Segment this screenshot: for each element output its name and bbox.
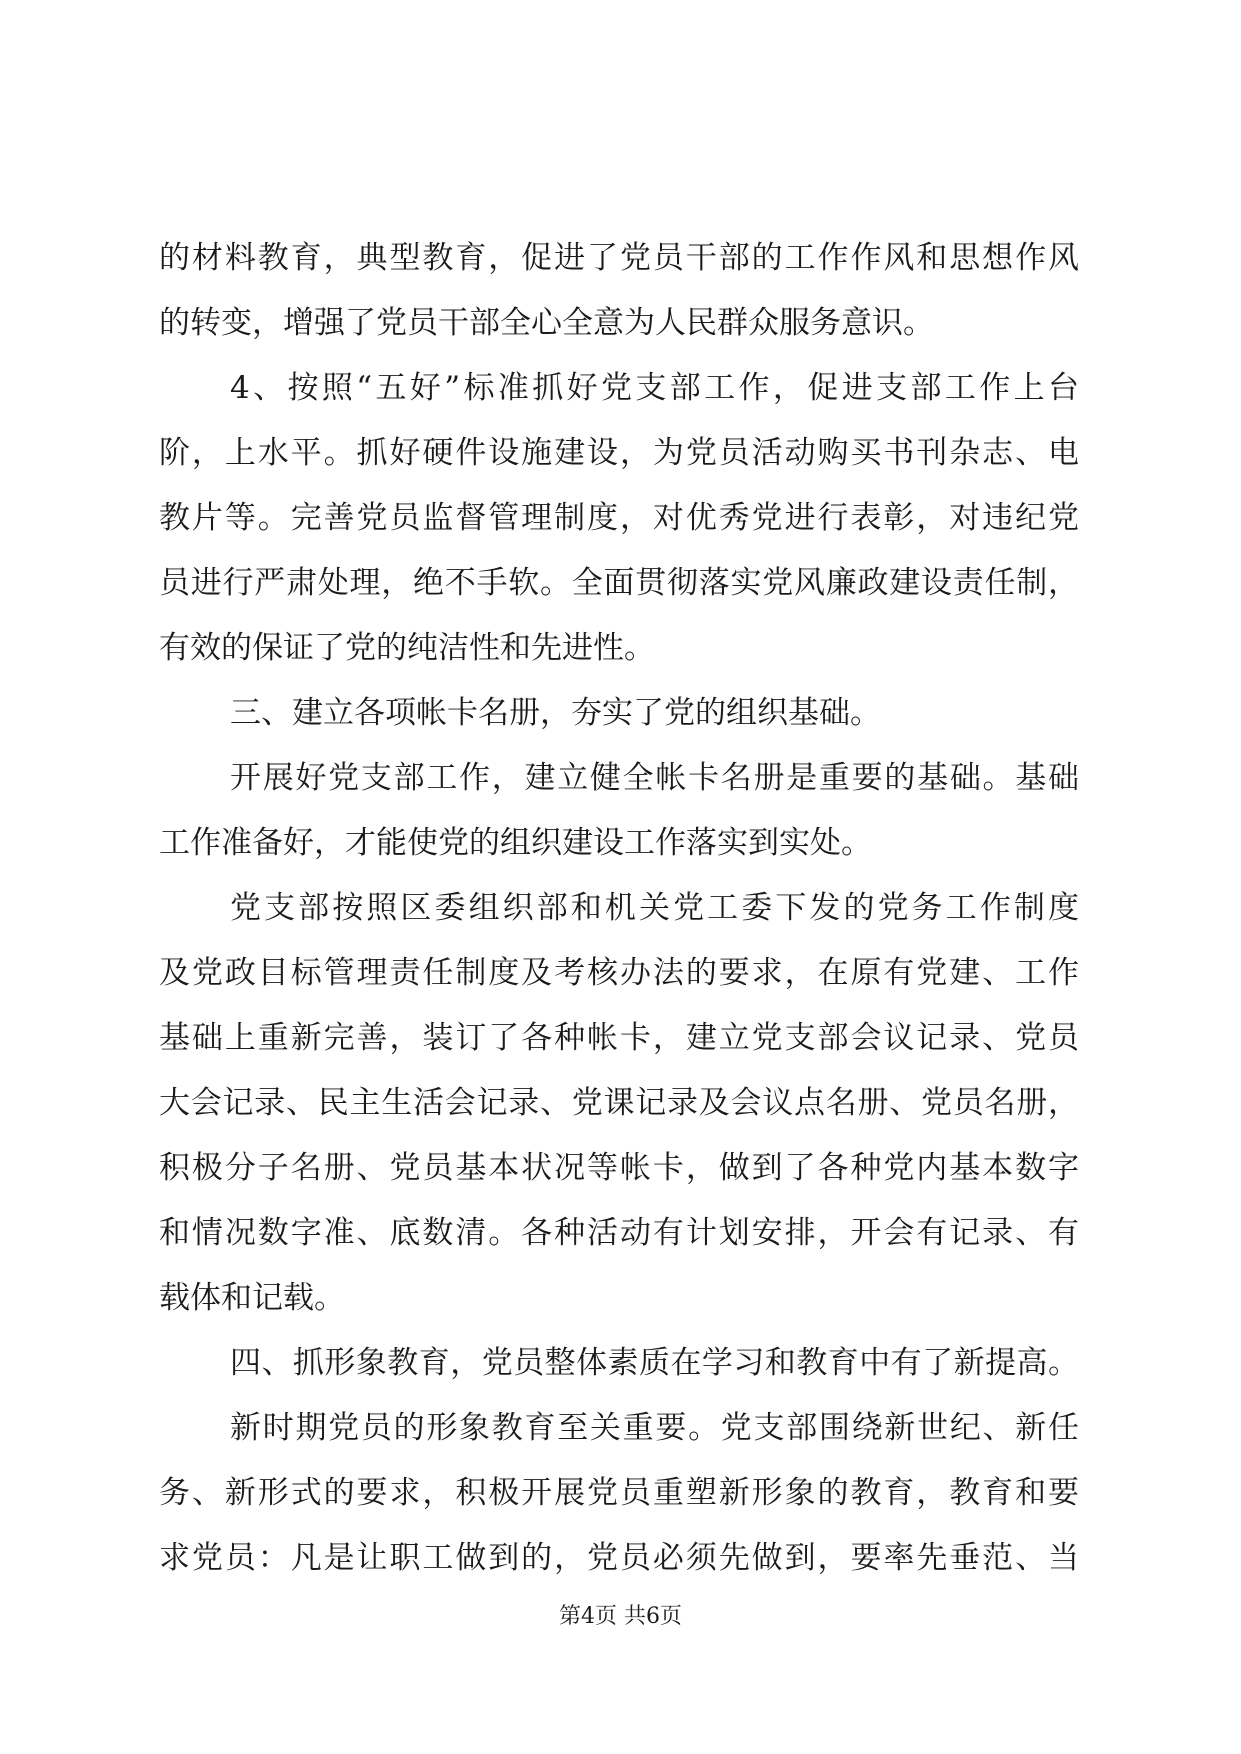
body-text-line: 积极分子名册、党员基本状况等帐卡，做到了各种党内基本数字 (159, 1150, 1079, 1186)
body-text-line: 及党政目标管理责任制度及考核办法的要求，在原有党建、工作 (159, 955, 1079, 991)
body-text-line: 载体和记载。 (159, 1280, 345, 1316)
section-heading: 四、抓形象教育，党员整体素质在学习和教育中有了新提高。 (230, 1345, 1079, 1381)
body-text-line: 工作准备好，才能使党的组织建设工作落实到实处。 (159, 825, 872, 861)
body-text-line: 阶，上水平。抓好硬件设施建设，为党员活动购买书刊杂志、电 (159, 435, 1079, 471)
body-text-line: 员进行严肃处理，绝不手软。全面贯彻落实党风廉政建设责任制， (159, 565, 1079, 601)
body-text-line: 基础上重新完善，装订了各种帐卡，建立党支部会议记录、党员 (159, 1020, 1079, 1056)
body-text-line: 大会记录、民主生活会记录、党课记录及会议点名册、党员名册， (159, 1085, 1079, 1121)
body-text-line: 的材料教育，典型教育，促进了党员干部的工作作风和思想作风 (159, 240, 1079, 276)
body-text-line: 教片等。完善党员监督管理制度，对优秀党进行表彰，对违纪党 (159, 500, 1079, 536)
body-text-line: 务、新形式的要求，积极开展党员重塑新形象的教育，教育和要 (159, 1475, 1079, 1511)
page-number-footer: 第4页 共6页 (559, 1604, 682, 1629)
body-text-line: 党支部按照区委组织部和机关党工委下发的党务工作制度 (230, 890, 1079, 926)
body-text-line: 4、按照“五好”标准抓好党支部工作，促进支部工作上台 (230, 370, 1079, 406)
body-text-line: 有效的保证了党的纯洁性和先进性。 (159, 630, 655, 666)
body-text-line: 的转变，增强了党员干部全心全意为人民群众服务意识。 (159, 305, 934, 341)
body-text-line: 求党员：凡是让职工做到的，党员必须先做到，要率先垂范、当 (159, 1540, 1079, 1576)
body-text-line: 新时期党员的形象教育至关重要。党支部围绕新世纪、新任 (230, 1410, 1079, 1446)
body-text-line: 和情况数字准、底数清。各种活动有计划安排，开会有记录、有 (159, 1215, 1079, 1251)
body-text-line: 开展好党支部工作，建立健全帐卡名册是重要的基础。基础 (230, 760, 1079, 796)
section-heading: 三、建立各项帐卡名册，夯实了党的组织基础。 (230, 695, 881, 731)
